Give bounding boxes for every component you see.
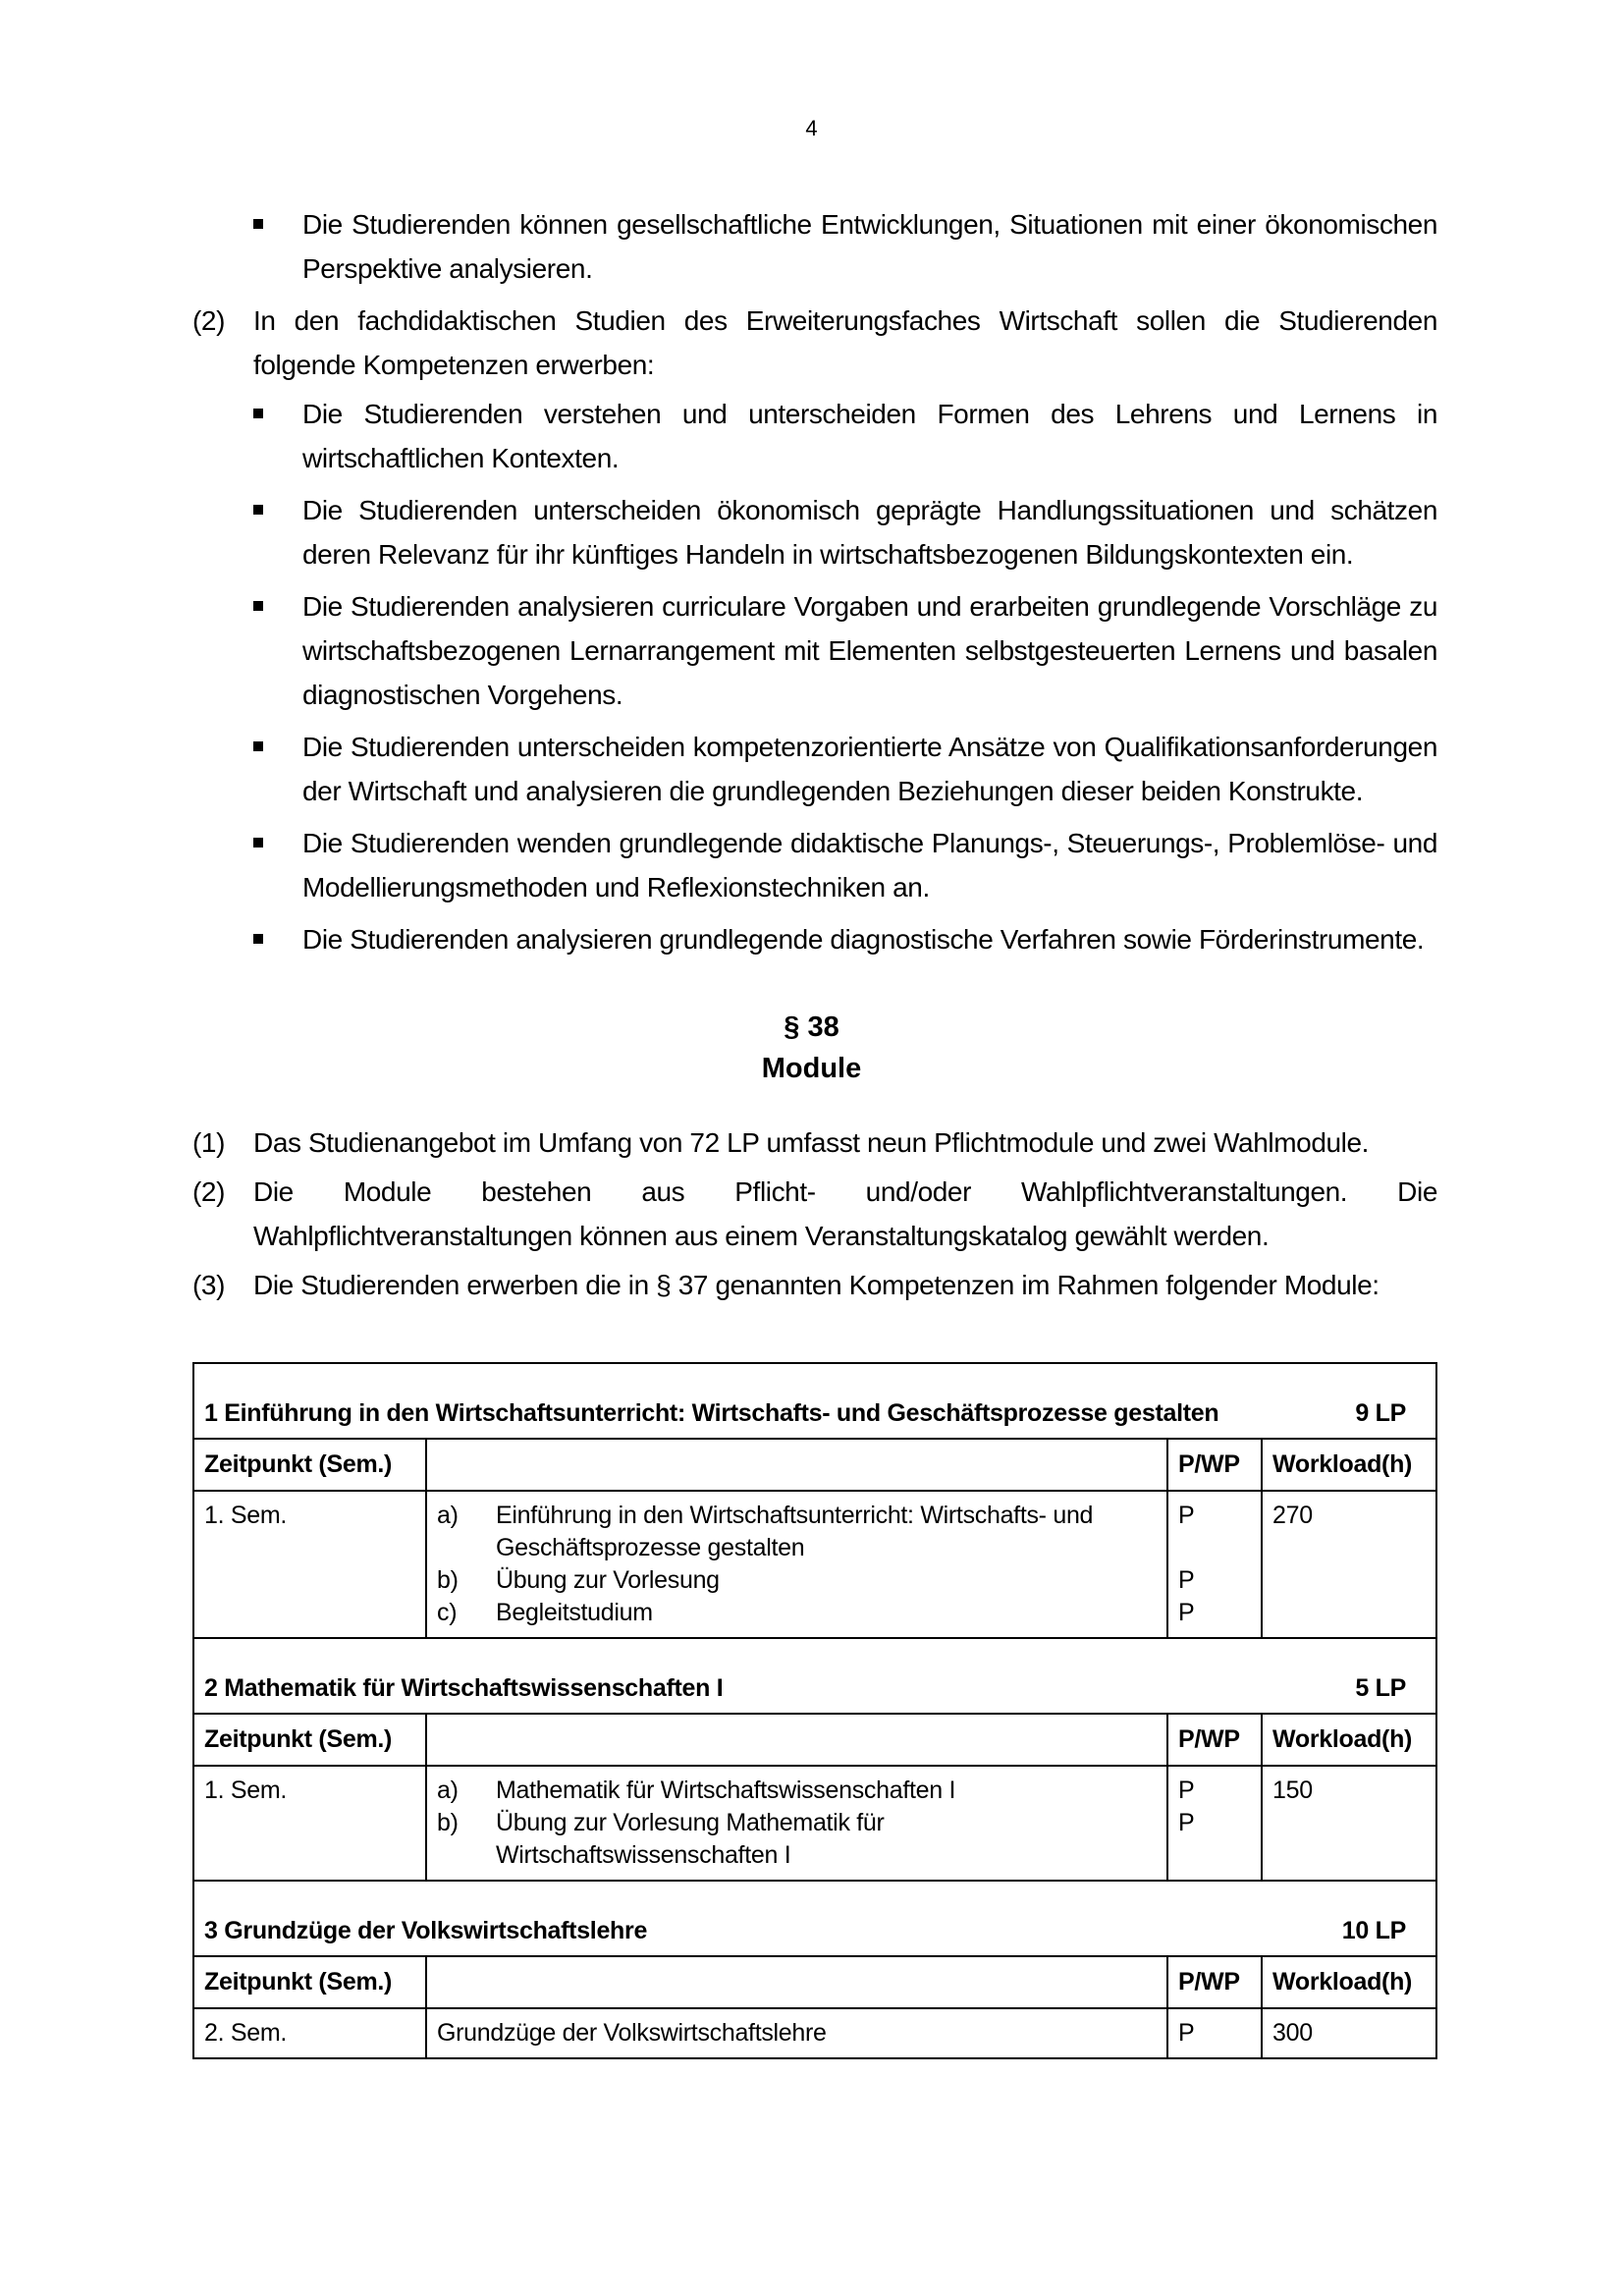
table-header-row	[193, 1714, 1436, 1766]
pwp-cell: P	[1167, 2008, 1262, 2058]
paragraph-label: (2)	[192, 305, 226, 336]
bullet-square-icon	[253, 505, 263, 515]
bullet-square-icon	[253, 601, 263, 611]
bullet-square-icon	[253, 409, 263, 418]
header-workload: Workload(h)	[1262, 1714, 1436, 1766]
paragraph-text: Die Studierenden erwerben die in § 37 genannten Kompetenzen im Rahmen folgender Module:	[253, 1270, 1380, 1300]
header-workload: Workload(h)	[1262, 1439, 1436, 1491]
course-text: Einführung in den Wirtschaftsunterricht: Wirtschafts- und Geschäftsprozesse gestalten	[496, 1502, 1094, 1561]
course-item	[437, 1597, 1157, 1629]
module-paragraphs	[192, 1121, 1437, 1312]
bullet-item	[192, 821, 1437, 909]
module-title: 3 Grundzüge der Volkswirtschaftslehre	[204, 1917, 648, 1944]
paragraph-label: (3)	[192, 1270, 226, 1300]
course-label: b)	[437, 1809, 459, 1836]
bullet-item	[192, 392, 1437, 480]
bullet-item	[192, 725, 1437, 813]
numbered-paragraph	[192, 1170, 1437, 1258]
section-number: § 38	[784, 1011, 839, 1043]
bullet-text: Die Studierenden analysieren grundlegende diagnostische Verfahren sowie Förderinstrumente.	[302, 924, 1425, 955]
paragraph-label: (1)	[192, 1127, 226, 1158]
paragraph-text: In den fachdidaktischen Studien des Erweiterungsfaches Wirtschaft sollen die Studierenden folgende Kompetenzen erwerben:	[253, 305, 1437, 380]
courses-cell	[426, 1766, 1167, 1881]
module-title-cell	[193, 1638, 1436, 1714]
table-row	[193, 1766, 1436, 1881]
module-table	[192, 1362, 1437, 2059]
table-header-row	[193, 1439, 1436, 1491]
numbered-paragraph	[192, 1263, 1437, 1307]
module-title: 1 Einführung in den Wirtschaftsunterricht: Wirtschafts- und Geschäftsprozesse gestalten	[204, 1399, 1219, 1427]
workload-cell: 270	[1262, 1491, 1436, 1638]
competence-section	[192, 202, 1437, 969]
course-label: b)	[437, 1566, 459, 1594]
header-workload: Workload(h)	[1262, 1956, 1436, 2008]
bullet-item	[192, 202, 1437, 291]
bullet-text: Die Studierenden verstehen und unterscheiden Formen des Lehrens und Lernens in wirtschaftlichen Kontexten.	[302, 399, 1437, 473]
module-title-cell	[193, 1881, 1436, 1956]
header-pwp: P/WP	[1167, 1714, 1262, 1766]
header-empty	[426, 1956, 1167, 2008]
course-label: a)	[437, 1777, 459, 1804]
course-item	[437, 1500, 1157, 1564]
courses-cell	[426, 1491, 1167, 1638]
bullet-item	[192, 917, 1437, 961]
table-header-row	[193, 1956, 1436, 2008]
module-lp: 10 LP	[1341, 1917, 1406, 1944]
bullet-item	[192, 584, 1437, 717]
numbered-paragraph	[192, 299, 1437, 387]
header-zeitpunkt: Zeitpunkt (Sem.)	[193, 1956, 426, 2008]
module-title-row	[193, 1638, 1436, 1714]
course-text: Mathematik für Wirtschaftswissenschaften I	[496, 1777, 956, 1804]
courses-cell: Grundzüge der Volkswirtschaftslehre	[426, 2008, 1167, 2058]
course-label: c)	[437, 1599, 458, 1626]
bullet-square-icon	[253, 741, 263, 751]
pwp-value: P	[1178, 1777, 1195, 1804]
numbered-paragraph	[192, 1121, 1437, 1165]
bullet-item	[192, 488, 1437, 576]
module-lp: 5 LP	[1355, 1674, 1406, 1702]
header-pwp: P/WP	[1167, 1439, 1262, 1491]
table-row	[193, 2008, 1436, 2058]
pwp-value: P	[1178, 1566, 1195, 1594]
header-pwp: P/WP	[1167, 1956, 1262, 2008]
pwp-value: P	[1178, 1599, 1195, 1626]
semester-cell: 1. Sem.	[193, 1766, 426, 1881]
workload-cell: 150	[1262, 1766, 1436, 1881]
course-item	[437, 1807, 1157, 1872]
course-item	[437, 1775, 1157, 1807]
bullet-square-icon	[253, 219, 263, 229]
paragraph-text: Das Studienangebot im Umfang von 72 LP umfasst neun Pflichtmodule und zwei Wahlmodule.	[253, 1127, 1370, 1158]
course-text: Übung zur Vorlesung Mathematik für Wirtschaftswissenschaften I	[496, 1809, 885, 1869]
section-title: Module	[761, 1053, 862, 1084]
bullet-text: Die Studierenden wenden grundlegende didaktische Planungs-, Steuerungs-, Problemlöse- und Modellierungsmethoden und Reflexionstechniken an.	[302, 828, 1437, 902]
module-title-row	[193, 1881, 1436, 1956]
table-row	[193, 1491, 1436, 1638]
pwp-cell	[1167, 1491, 1262, 1638]
module-lp: 9 LP	[1355, 1399, 1406, 1427]
course-text: Begleitstudium	[496, 1599, 653, 1626]
course-text: Übung zur Vorlesung	[496, 1566, 720, 1594]
bullet-text: Die Studierenden analysieren curriculare Vorgaben und erarbeiten grundlegende Vorschläge zu wirtschaftsbezogenen Lernarrangement mit Elementen selbstgesteuerten Lernens und basalen diagnostischen Vorgehens.	[302, 591, 1437, 710]
module-title: 2 Mathematik für Wirtschaftswissenschaften I	[204, 1674, 724, 1702]
header-empty	[426, 1439, 1167, 1491]
bullet-text: Die Studierenden unterscheiden ökonomisch geprägte Handlungssituationen und schätzen deren Relevanz für ihr künftiges Handeln in wirtschaftsbezogenen Bildungskontexten ein.	[302, 495, 1437, 570]
course-item	[437, 1564, 1157, 1597]
header-empty	[426, 1714, 1167, 1766]
header-zeitpunkt: Zeitpunkt (Sem.)	[193, 1714, 426, 1766]
paragraph-text: Die Module bestehen aus Pflicht- und/oder Wahlpflichtveranstaltungen. Die Wahlpflichtveranstaltungen können aus einem Veranstaltungskatalog gewählt werden.	[253, 1176, 1437, 1251]
semester-cell: 1. Sem.	[193, 1491, 426, 1638]
pwp-cell	[1167, 1766, 1262, 1881]
workload-cell: 300	[1262, 2008, 1436, 2058]
module-title-cell	[193, 1363, 1436, 1439]
course-label: a)	[437, 1502, 459, 1529]
pwp-value: P	[1178, 1502, 1195, 1529]
page-number: 4	[805, 116, 818, 140]
bullet-text: Die Studierenden unterscheiden kompetenzorientierte Ansätze von Qualifikationsanforderungen der Wirtschaft und analysieren die grundlegenden Beziehungen dieser beiden Konstrukte.	[302, 732, 1437, 806]
header-zeitpunkt: Zeitpunkt (Sem.)	[193, 1439, 426, 1491]
bullet-square-icon	[253, 838, 263, 847]
paragraph-label: (2)	[192, 1176, 226, 1207]
module-title-row	[193, 1363, 1436, 1439]
pwp-value: P	[1178, 1809, 1195, 1836]
bullet-square-icon	[253, 934, 263, 944]
semester-cell: 2. Sem.	[193, 2008, 426, 2058]
bullet-text: Die Studierenden können gesellschaftliche Entwicklungen, Situationen mit einer ökonomischen Perspektive analysieren.	[302, 209, 1437, 284]
